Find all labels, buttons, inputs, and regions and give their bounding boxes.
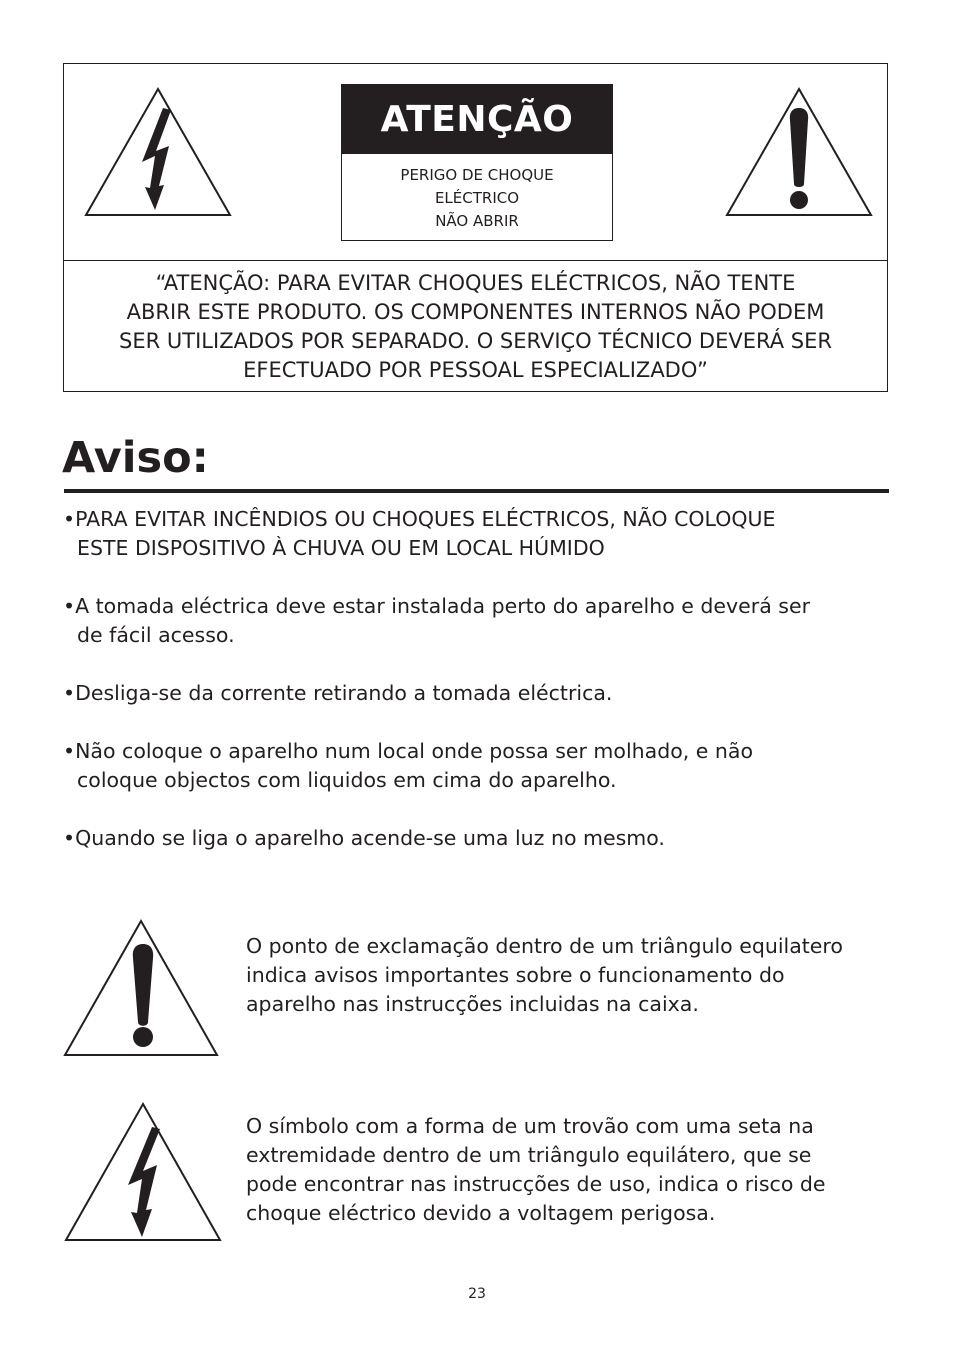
warning-statement-line: “ATENÇÃO: PARA EVITAR CHOQUES ELÉCTRICOS, NÃO TENTE: [155, 271, 796, 295]
explanation-line: pode encontrar nas instrucções de uso, indica o risco de: [246, 1172, 826, 1196]
warning-label-title: ATENÇÃO: [342, 85, 612, 154]
warning-label: [341, 84, 613, 241]
warning-label-text: [342, 154, 612, 233]
explanation-line: O símbolo com a forma de um trovão com uma seta na: [246, 1114, 814, 1138]
list-item: [63, 824, 903, 853]
warning-statement: [64, 269, 887, 385]
warning-label-line: ELÉCTRICO: [434, 189, 520, 207]
list-item-text: •Não coloque o aparelho num local onde possa ser molhado, e não: [63, 739, 754, 763]
page-number: 23: [468, 1286, 486, 1302]
warning-box: [63, 63, 888, 392]
warning-statement-line: ABRIR ESTE PRODUTO. OS COMPONENTES INTERNOS NÃO PODEM: [126, 300, 825, 324]
explanation-line: extremidade dentro de um triângulo equilátero, que se: [246, 1143, 812, 1167]
page-heading: Aviso:: [62, 433, 209, 483]
explanation-line: aparelho nas instrucções incluidas na caixa.: [246, 992, 699, 1016]
warning-label-line: NÃO ABRIR: [435, 212, 519, 230]
list-item: [63, 737, 903, 795]
list-item-text: •Quando se liga o aparelho acende-se uma luz no mesmo.: [63, 826, 665, 850]
exclamation-warning-icon: [724, 86, 874, 218]
list-item-text: •PARA EVITAR INCÊNDIOS OU CHOQUES ELÉCTRICOS, NÃO COLOQUE: [63, 507, 776, 531]
warning-box-header: [64, 64, 887, 261]
warning-list: [63, 505, 903, 882]
list-item-text: coloque objectos com liquidos em cima do aparelho.: [77, 768, 617, 792]
list-item-text: ESTE DISPOSITIVO À CHUVA OU EM LOCAL HÚMIDO: [77, 536, 605, 560]
exclamation-warning-icon: [62, 918, 220, 1058]
list-item-text: •A tomada eléctrica deve estar instalada perto do aparelho e deverá ser: [63, 594, 810, 618]
explanation-line: choque eléctrico devido a voltagem perigosa.: [246, 1201, 716, 1225]
lightning-warning-icon: [83, 86, 233, 218]
list-item: [63, 679, 903, 708]
explanation-line: O ponto de exclamação dentro de um triângulo equilatero: [246, 934, 843, 958]
warning-label-line: PERIGO DE CHOQUE: [400, 166, 554, 184]
explanation-line: indica avisos importantes sobre o funcionamento do: [246, 963, 785, 987]
heading-divider: [64, 489, 889, 493]
warning-statement-line: SER UTILIZADOS POR SEPARADO. O SERVIÇO TÉCNICO DEVERÁ SER: [119, 329, 832, 353]
list-item: [63, 592, 903, 650]
list-item-text: •Desliga-se da corrente retirando a tomada eléctrica.: [63, 681, 613, 705]
list-item-text: de fácil acesso.: [77, 623, 235, 647]
lightning-warning-icon: [62, 1101, 224, 1243]
exclamation-explanation: [246, 932, 906, 1019]
lightning-explanation: [246, 1112, 906, 1228]
list-item: [63, 505, 903, 563]
warning-statement-line: EFECTUADO POR PESSOAL ESPECIALIZADO”: [243, 358, 708, 382]
